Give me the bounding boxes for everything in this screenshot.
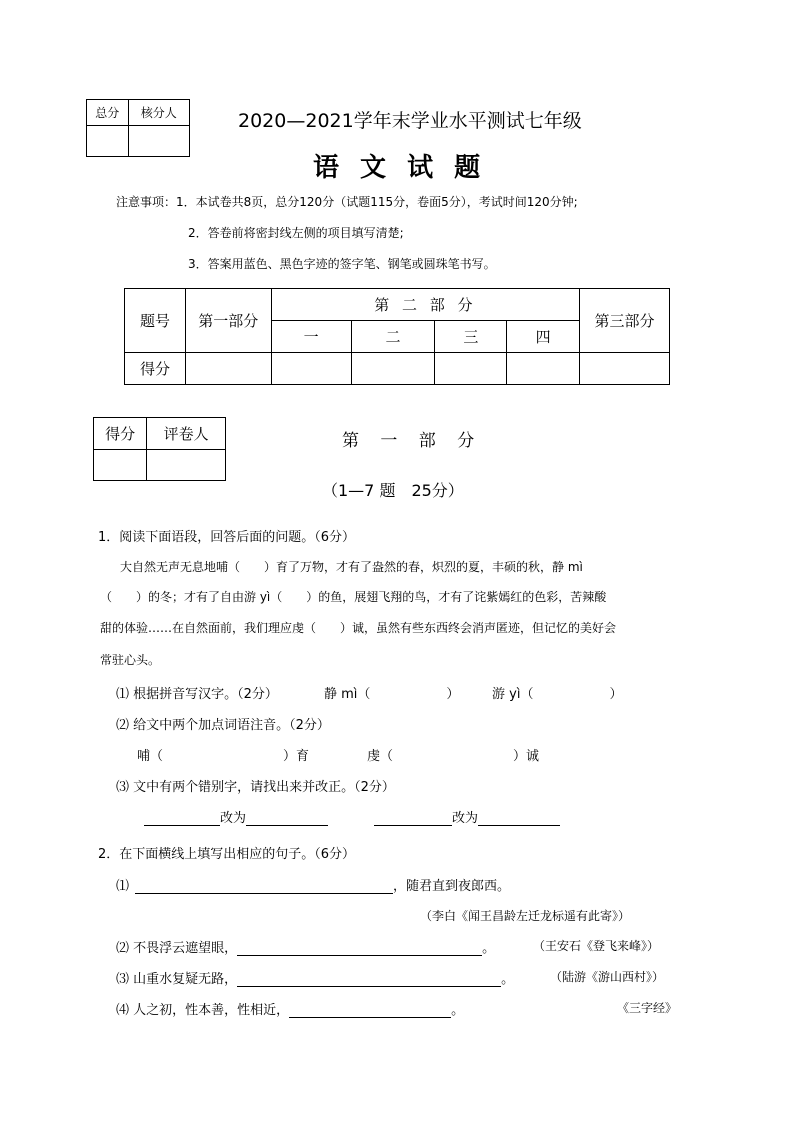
score-table-score-label: 得分 — [125, 353, 186, 385]
exam-title: 2020—2021学年末学业水平测试七年级 — [238, 110, 582, 132]
score-cell-3[interactable] — [435, 353, 507, 385]
score-table-part2: 第 二 部 分 — [271, 289, 579, 321]
notes-item3: 3．答案用蓝色、黑色字迹的签字笔、钢笔或圆珠笔书写。 — [188, 257, 496, 271]
q1-sub1-a-end: ） — [446, 687, 460, 702]
q1-para-line3: 甜的体验……在自然面前，我们理应虔（ ）诚，虽然有些东西终会消声匿迹，但记忆的美好会 — [100, 621, 617, 635]
grader-box — [93, 417, 226, 481]
q1-sub1-a-text: 静 mì（ — [324, 687, 371, 702]
q1-sub3-right1[interactable] — [246, 811, 328, 826]
score-table-col-4: 四 — [507, 321, 580, 353]
q1-stem: 1．阅读下面语段，回答后面的问题。（6分） — [98, 530, 356, 545]
q1-sub2-a-end: ）育 — [283, 749, 310, 764]
q1-sub2-label: ⑵ 给文中两个加点词语注音。（2分） — [116, 718, 330, 733]
corner-total-cell — [87, 126, 129, 157]
q1-sub3-label: ⑶ 文中有两个错别字，请找出来并改正。（2分） — [116, 780, 395, 795]
q2-s3-answer[interactable] — [237, 972, 501, 987]
q2-s1-answer[interactable] — [135, 879, 393, 894]
q2-s3-end: 。 — [501, 972, 515, 987]
score-cell-part1[interactable] — [185, 353, 271, 385]
q1-para-line4: 常驻心头。 — [100, 653, 161, 667]
q2-stem: 2．在下面横线上填写出相应的句子。（6分） — [98, 847, 356, 862]
q1-sub3-right2[interactable] — [478, 811, 560, 826]
q1-para-line2: （ ）的冬；才有了自由游 yì（ ）的鱼，展翅飞翔的鸟，才有了诧紫嫣红的色彩，苦辣酸 — [100, 590, 607, 604]
q2-s4-source: 《三字经》 — [617, 1001, 678, 1015]
q2-s3 — [116, 968, 514, 987]
q1-sub2-a-text: 哺（ — [137, 749, 164, 764]
grader-name-label: 评卷人 — [147, 418, 226, 450]
notes-line1 — [116, 193, 578, 210]
score-cell-part3[interactable] — [580, 353, 670, 385]
q1-sub3-change2: 改为 — [452, 811, 479, 826]
corner-total-label: 总分 — [87, 100, 129, 126]
corner-score-box — [86, 99, 190, 157]
q1-sub2-b — [367, 745, 539, 764]
q1-sub1-b-text: 游 yì（ — [492, 687, 534, 702]
q2-s3-source: （陆游《游山西村》） — [550, 970, 665, 984]
part-one-title: 第 一 部 分 — [342, 431, 483, 451]
q1-sub1-b — [492, 683, 622, 702]
q2-s3-text: ⑶ 山重水复疑无路， — [116, 972, 238, 987]
q1-para-line1: 大自然无声无息地哺（ ）育了万物，才有了盎然的春，炽烈的夏，丰硕的秋，静 mì — [120, 560, 583, 574]
q1-sub3-change1: 改为 — [220, 811, 247, 826]
q2-s4-text: ⑷ 人之初，性本善，性相近， — [116, 1003, 290, 1018]
q2-s1-num: ⑴ — [116, 879, 130, 894]
q2-s2-source: （王安石《登飞来峰》） — [533, 939, 660, 953]
q2-s4-answer[interactable] — [289, 1003, 451, 1018]
score-cell-2[interactable] — [351, 353, 435, 385]
q1-sub3-wrong1[interactable] — [144, 811, 220, 826]
q1-sub1-label: ⑴ 根据拼音写汉字。（2分） — [116, 687, 278, 702]
q2-s4-end: 。 — [451, 1003, 465, 1018]
q1-sub2-a — [137, 745, 309, 764]
q2-s2-end: 。 — [482, 941, 496, 956]
q2-s4 — [116, 999, 464, 1018]
grader-name-cell[interactable] — [147, 450, 226, 481]
q1-sub3-wrong2[interactable] — [374, 811, 452, 826]
q2-s2 — [116, 937, 495, 956]
score-table — [124, 288, 670, 385]
score-cell-4[interactable] — [507, 353, 580, 385]
q2-s2-text: ⑵ 不畏浮云遮望眼， — [116, 941, 238, 956]
corner-checker-cell — [128, 126, 189, 157]
subject-title: 语 文 试 题 — [313, 153, 487, 183]
notes-item1: 1．本试卷共8页，总分120分（试题115分，卷面5分），考试时间120分钟; — [176, 195, 578, 209]
q2-s2-answer[interactable] — [237, 941, 482, 956]
part-one-subtitle: （1—7 题 25分） — [322, 481, 464, 500]
score-table-header-label: 题号 — [125, 289, 186, 353]
q2-s1 — [116, 875, 510, 894]
notes-label: 注意事项： — [116, 195, 177, 209]
score-table-part3: 第三部分 — [580, 289, 670, 353]
q1-sub3-fix2 — [374, 807, 560, 826]
q1-sub2-b-text: 虔（ — [367, 749, 394, 764]
q2-s1-source: （李白《闻王昌龄左迁龙标遥有此寄》） — [420, 909, 631, 923]
grader-score-cell[interactable] — [94, 450, 147, 481]
score-cell-1[interactable] — [271, 353, 351, 385]
q1-sub1-a — [324, 683, 459, 702]
score-table-part1: 第一部分 — [185, 289, 271, 353]
score-table-col-3: 三 — [435, 321, 507, 353]
score-table-col-2: 二 — [351, 321, 435, 353]
grader-score-label: 得分 — [94, 418, 147, 450]
score-table-col-1: 一 — [271, 321, 351, 353]
q1-sub2-b-end: ）诚 — [513, 749, 540, 764]
corner-checker-label: 核分人 — [128, 100, 189, 126]
q1-sub1-b-end: ） — [609, 687, 623, 702]
q2-s1-text: ，随君直到夜郎西。 — [393, 879, 511, 894]
q1-sub3-fix1 — [144, 807, 328, 826]
notes-item2: 2．答卷前将密封线左侧的项目填写清楚; — [188, 226, 404, 240]
